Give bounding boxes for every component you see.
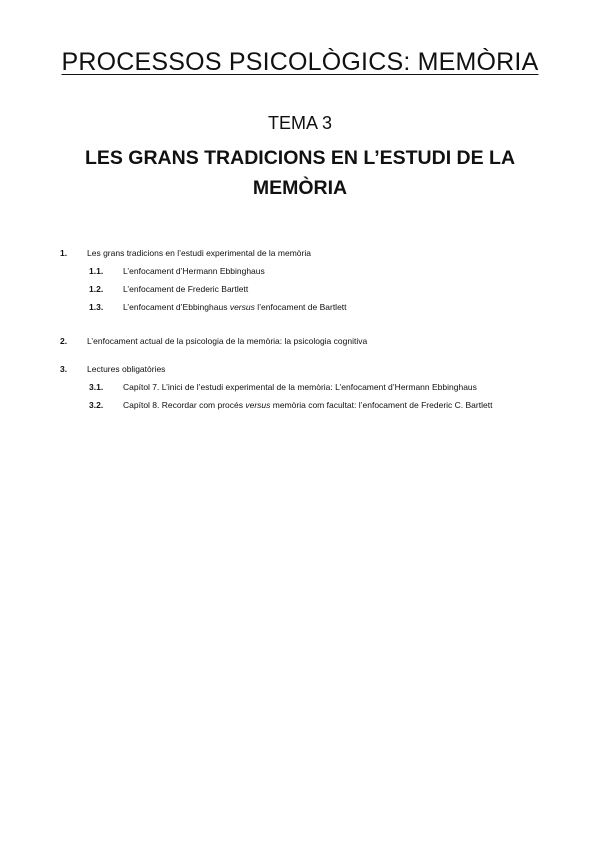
toc-section-text: Les grans tradicions en l’estudi experimental de la memòria [87, 248, 311, 258]
toc-text-italic: versus [229, 302, 255, 312]
toc-text-part: Capítol 8. Recordar com procés [123, 400, 246, 410]
topic-number: TEMA 3 [267, 113, 333, 133]
topic-title: LES GRANS TRADICIONS EN L’ESTUDI DE LA MEMÒRIA [84, 147, 516, 199]
toc-section-number: 3. [60, 364, 68, 374]
toc-subsection-text: L’enfocament de Frederic Bartlett [123, 284, 249, 294]
toc-section-number: 1. [60, 248, 68, 258]
toc-text-italic: versus [245, 400, 271, 410]
toc-subsection-number: 1.1. [89, 266, 104, 276]
toc-subsection-number: 3.1. [89, 382, 104, 392]
toc-text-part: l’enfocament de Bartlett [254, 302, 347, 312]
toc-subsection-text [123, 302, 347, 312]
toc-subsection-text: Capítol 7. L’inici de l’estudi experimental de la memòria: L’enfocament d’Hermann Ebbinghaus [123, 382, 477, 392]
toc-subsection-number: 1.3. [89, 302, 104, 312]
toc-subsection-number: 3.2. [89, 400, 104, 410]
toc-subsection-number: 1.2. [89, 284, 104, 294]
toc-subsection-text: L’enfocament d’Hermann Ebbinghaus [123, 266, 265, 276]
toc-section-text: Lectures obligatòries [87, 364, 166, 374]
toc-subsection-text [123, 400, 492, 410]
toc-section-text: L’enfocament actual de la psicologia de la memòria: la psicologia cognitiva [87, 336, 368, 346]
toc-text-part: L’enfocament d’Ebbinghaus [123, 302, 230, 312]
toc-text-part: memòria com facultat: l’enfocament de Frederic C. Bartlett [270, 400, 493, 410]
document-title: PROCESSOS PSICOLÒGICS: MEMÒRIA [61, 48, 539, 76]
toc-section-number: 2. [60, 336, 68, 346]
